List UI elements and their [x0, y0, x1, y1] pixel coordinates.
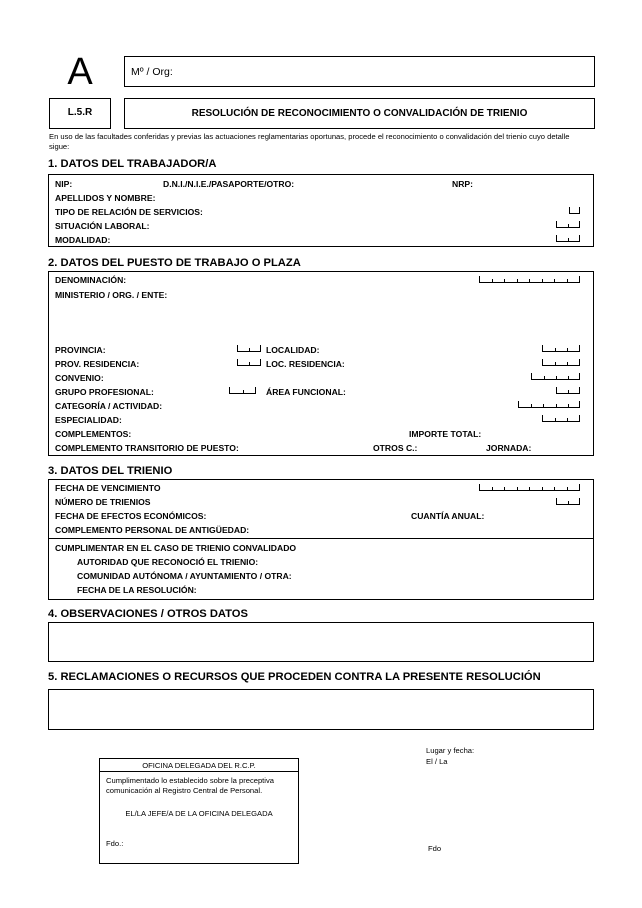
situacion-label: SITUACIÓN LABORAL:	[55, 221, 150, 231]
intro-text: En uso de las facultades conferidas y previas las actuaciones reglamentarias oportunas, procede el reconocimiento o convalidación del trienio cuyo detalle	[49, 132, 570, 141]
modalidad-label: MODALIDAD:	[55, 235, 111, 245]
loc-residencia-code-field[interactable]	[542, 359, 580, 366]
numero-label: NÚMERO DE TRIENIOS	[55, 497, 151, 507]
vencimiento-label: FECHA DE VENCIMIENTO	[55, 483, 161, 493]
convenio-label: CONVENIO:	[55, 373, 104, 383]
fdo-left-label: Fdo.:	[106, 839, 124, 848]
section3-divider	[48, 538, 594, 539]
title-box	[124, 98, 595, 129]
vencimiento-code-field[interactable]	[479, 484, 580, 491]
denominacion-code-field[interactable]	[479, 276, 580, 283]
convenio-code-field[interactable]	[531, 373, 580, 380]
section2-title: 2. DATOS DEL PUESTO DE TRABAJO O PLAZA	[48, 257, 301, 269]
oficina-title: OFICINA DELEGADA DEL R.C.P.	[142, 761, 256, 770]
localidad-code-field[interactable]	[542, 345, 580, 352]
org-label: Mº / Org:	[131, 66, 173, 78]
especialidad-label: ESPECIALIDAD:	[55, 415, 122, 425]
provincia-code-field[interactable]	[237, 345, 261, 352]
otros-label: OTROS C.:	[373, 443, 418, 453]
oficina-divider	[99, 771, 299, 772]
lugar-fecha-label: Lugar y fecha:	[426, 746, 475, 755]
fecha-resolucion-label: FECHA DE LA RESOLUCIÓN:	[77, 585, 197, 595]
cumplimentado-text: Cumplimentado lo establecido sobre la preceptiva	[106, 776, 275, 785]
cumplimentado-text-2: comunicación al Registro Central de Personal.	[106, 786, 263, 795]
el-la-label: El / La	[426, 757, 448, 766]
complementos-label: COMPLEMENTOS:	[55, 429, 132, 439]
apellidos-label: APELLIDOS Y NOMBRE:	[55, 193, 156, 203]
jornada-label: JORNADA:	[486, 443, 532, 453]
section4-title: 4. OBSERVACIONES / OTROS DATOS	[48, 608, 248, 620]
denominacion-label: DENOMINACIÓN:	[55, 275, 127, 285]
fdo-right-label: Fdo	[428, 844, 442, 853]
grupo-code-field[interactable]	[229, 387, 256, 394]
observaciones-field[interactable]	[48, 622, 594, 662]
tipo-code-field[interactable]	[569, 207, 580, 214]
page-title: RESOLUCIÓN DE RECONOCIMIENTO O CONVALIDACIÓN DE TRIENIO	[191, 108, 528, 119]
prov-residencia-code-field[interactable]	[237, 359, 261, 366]
area-label: ÁREA FUNCIONAL:	[266, 387, 346, 397]
modalidad-code-field[interactable]	[556, 235, 580, 242]
grupo-label: GRUPO PROFESIONAL:	[55, 387, 154, 397]
ministerio-label: MINISTERIO / ORG. / ENTE:	[55, 290, 168, 300]
provincia-label: PROVINCIA:	[55, 345, 106, 355]
nrp-label: NRP:	[452, 179, 474, 189]
section5-title: 5. RECLAMACIONES O RECURSOS QUE PROCEDEN CONTRA LA PRESENTE RESOLUCIÓN	[48, 671, 541, 683]
numero-code-field[interactable]	[556, 498, 580, 505]
convalidado-label: CUMPLIMENTAR EN EL CASO DE TRIENIO CONVALIDADO	[55, 543, 297, 553]
org-field[interactable]	[124, 56, 595, 87]
antiguedad-label: COMPLEMENTO PERSONAL DE ANTIGÜEDAD:	[55, 525, 250, 535]
localidad-label: LOCALIDAD:	[266, 345, 320, 355]
cuantia-label: CUANTÍA ANUAL:	[411, 511, 485, 521]
form-code-box	[49, 98, 111, 129]
nip-label: NIP:	[55, 179, 73, 189]
situacion-code-field[interactable]	[556, 221, 580, 228]
section3-title: 3. DATOS DEL TRIENIO	[48, 465, 173, 477]
autoridad-label: AUTORIDAD QUE RECONOCIÓ EL TRIENIO:	[77, 557, 259, 567]
tipo-label: TIPO DE RELACIÓN DE SERVICIOS:	[55, 207, 203, 217]
efectos-label: FECHA DE EFECTOS ECONÓMICOS:	[55, 511, 207, 521]
prov-residencia-label: PROV. RESIDENCIA:	[55, 359, 140, 369]
form-code: L.5.R	[67, 107, 93, 118]
transitorio-label: COMPLEMENTO TRANSITORIO DE PUESTO:	[55, 443, 239, 453]
especialidad-code-field[interactable]	[542, 415, 580, 422]
form-letter: A	[67, 51, 93, 93]
categoria-label: CATEGORÍA / ACTIVIDAD:	[55, 401, 163, 411]
area-code-field[interactable]	[556, 387, 580, 394]
categoria-code-field[interactable]	[518, 401, 580, 408]
section1-title: 1. DATOS DEL TRABAJADOR/A	[48, 158, 217, 170]
reclamaciones-field[interactable]	[48, 689, 594, 730]
importe-label: IMPORTE TOTAL:	[409, 429, 482, 439]
jefe-label: EL/LA JEFE/A DE LA OFICINA DELEGADA	[125, 809, 273, 818]
loc-residencia-label: LOC. RESIDENCIA:	[266, 359, 345, 369]
intro-text-2: sigue:	[49, 142, 70, 151]
dni-label: D.N.I./N.I.E./PASAPORTE/OTRO:	[163, 179, 295, 189]
comunidad-label: COMUNIDAD AUTÓNOMA / AYUNTAMIENTO / OTRA:	[77, 571, 292, 581]
